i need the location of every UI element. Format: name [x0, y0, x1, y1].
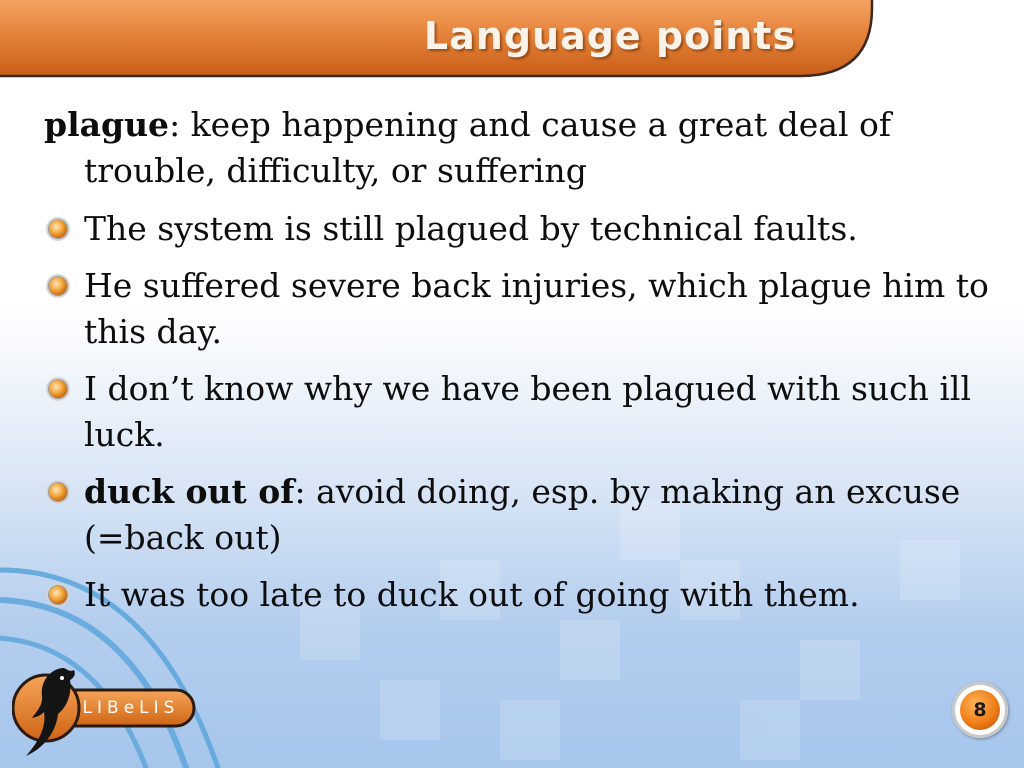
- list-item: [44, 206, 994, 252]
- definition-duck-out-of-text: : avoid doing, esp. by making an excuse (=back out): [84, 472, 961, 557]
- example-text: I don’t know why we have been plagued with such ill luck.: [84, 369, 972, 454]
- example-text: It was too late to duck out of going with them.: [84, 575, 860, 614]
- slide-title: Language points: [423, 14, 797, 58]
- slide-content: [44, 102, 994, 629]
- definition-plague-text: : keep happening and cause a great deal of trouble, difficulty, or suffering: [84, 105, 892, 190]
- bullet-icon: [49, 483, 67, 501]
- list-item: [44, 469, 994, 561]
- definition-plague: [44, 102, 994, 194]
- bullet-icon: [49, 277, 67, 295]
- example-text: He suffered severe back injuries, which plague him to this day.: [84, 266, 989, 351]
- list-item: [44, 263, 994, 355]
- bullet-icon: [49, 586, 67, 604]
- bullet-icon: [49, 220, 67, 238]
- page-number-badge: [952, 682, 1008, 738]
- term-plague: plague: [44, 105, 170, 144]
- term-duck-out-of: duck out of: [84, 472, 295, 511]
- logo-text: LIBeLIS: [82, 698, 180, 718]
- example-text: The system is still plagued by technical faults.: [84, 209, 858, 248]
- list-item: [44, 366, 994, 458]
- list-item: [44, 572, 994, 618]
- page-number: 8: [960, 690, 1000, 730]
- bullet-icon: [49, 380, 67, 398]
